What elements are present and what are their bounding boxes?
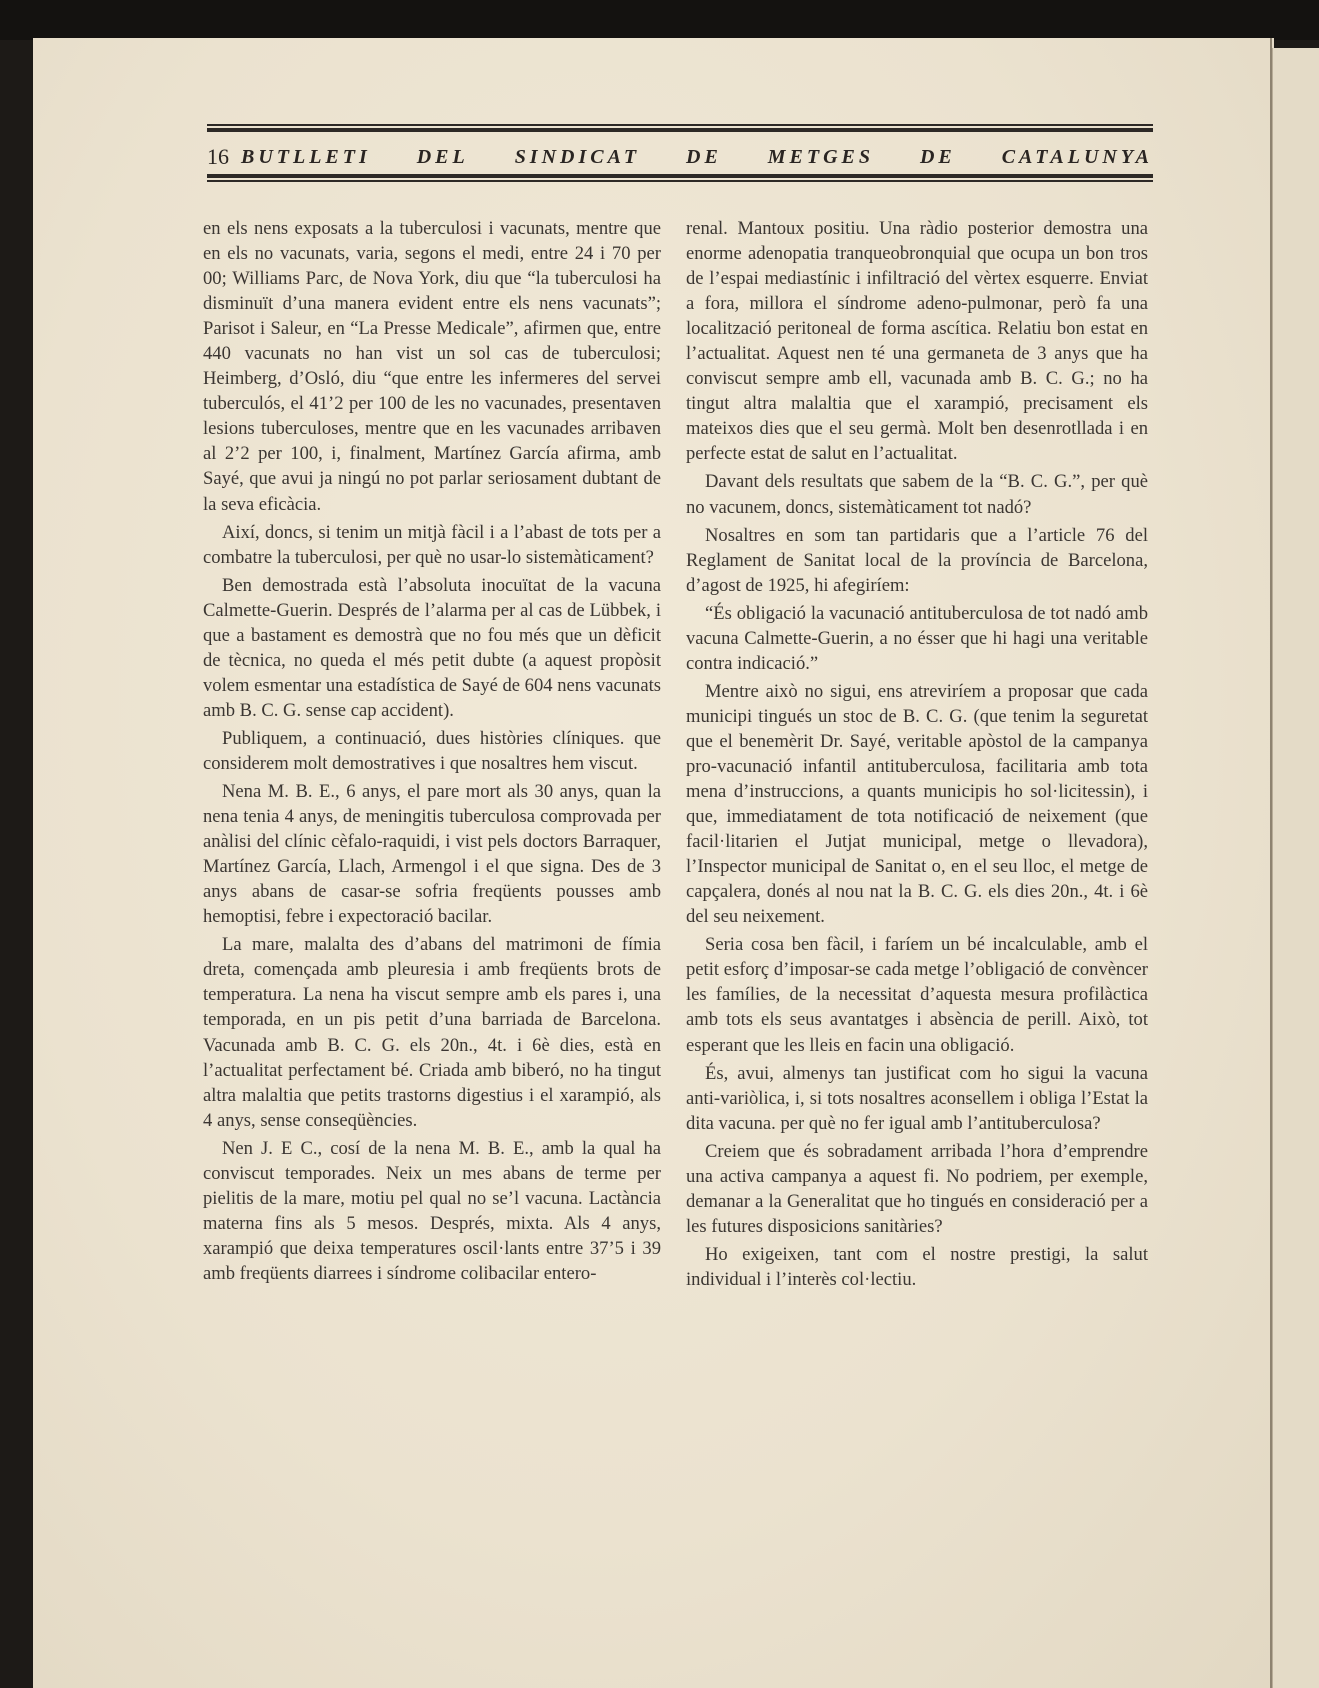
paragraph: Creiem que és sobradament arribada l’hora d’emprendre una activa campanya a aquest fi. No podriem, per exemple, demanar a la Generalitat que ho tingués en consideració per a les futures disposicions sanitàries? <box>686 1140 1148 1237</box>
header-line <box>207 142 1153 172</box>
paragraph: És, avui, almenys tan justificat com ho sigui la vacuna anti-variòlica, i, si tots nosaltres aconsellem i obliga l’Estat la dita vacuna. per què no fer igual amb l’antituberculosa? <box>686 1062 1148 1134</box>
scan-background <box>0 0 1319 40</box>
journal-title <box>241 146 1153 169</box>
right-column <box>686 216 1148 1292</box>
paragraph: Davant dels resultats que sabem de la “B. C. G.”, per què no vacunem, doncs, sistemàticament tot nadó? <box>686 471 1148 518</box>
quotation: “És obligació la vacunació antituberculosa de tot nadó amb vacuna Calmette-Guerin, a no ésser que hi hagi una veritable contra indicació.” <box>686 602 1148 674</box>
paragraph: Nena M. B. E., 6 anys, el pare mort als 30 anys, quan la nena tenia 4 anys, de meningitis tuberculosa comprovada per anàlisi del clínic cèfalo-raquidi, i vist pels doctors Barraquer, Martínez García, Llach, Armengol i el que signa. Des de 3 anys abans de casar-se sofria freqüents pousses amb hemoptisi, febre i expectoració bacilar. <box>203 781 661 928</box>
header-rule-top <box>207 124 1153 126</box>
header-rule-bottom-thick <box>207 174 1153 178</box>
title-word: CATALUNYA <box>1001 145 1153 168</box>
paragraph: Ben demostrada està l’absoluta inocuïtat de la vacuna Calmette-Guerin. Després de l’alarma per al cas de Lübbek, i que a bastament es demostrà que no fou més que un dèficit de tècnica, no queda el més petit dubte (a aquest propòsit volem esmentar una estadística de Sayé de 604 nens vacunats amb B. C. G. sense cap accident). <box>203 574 661 721</box>
paragraph: renal. Mantoux positiu. Una ràdio posterior demostra una enorme adenopatia tranqueobronquial que ocupa un bon tros de l’espai mediastínic i infiltració del vèrtex esquerre. Enviat a fora, millora el síndrome adeno-pulmonar, però fa una localització peritoneal de forma ascítica. Relatiu bon estat en l’actualitat. Aquest nen té una germaneta de 3 anys que ha conviscut sempre amb ell, vacunada amb B. C. G.; no ha tingut altra malaltia que el xarampió, precisament els mateixos dies que el seu germà. Molt ben desenrotllada i en perfecte estat de salut en l’actualitat. <box>686 218 1148 465</box>
adjacent-page-edge <box>1272 48 1319 1688</box>
header-rule-top-thick <box>207 128 1153 132</box>
paragraph: Nen J. E C., cosí de la nena M. B. E., amb la qual ha conviscut temporades. Neix un mes abans de terme per pielitis de la mare, motiu pel qual no se’l vacuna. Lactància materna fins als 5 mesos. Després, mixta. Als 4 anys, xarampió que deixa temperatures oscil·lants entre 37’5 i 39 amb freqüents diarrees i síndrome colibacilar entero- <box>203 1137 661 1284</box>
paragraph: Seria cosa ben fàcil, i faríem un bé incalculable, amb el petit esforç d’imposar-se cada metge l’obligació de convèncer les famílies, de la necessitat d’aquesta mesura profilàctica amb tots els seus avantatges i absència de perill. Això, tot esperant que les lleis en facin una obligació. <box>686 934 1148 1056</box>
title-word: DE <box>686 145 722 168</box>
title-word: DEL <box>416 145 469 168</box>
paragraph: Mentre això no sigui, ens atreviríem a proposar que cada municipi tingués un stoc de B. C. G. (que tenim la seguretat que el benemèrit Dr. Sayé, veritable apòstol de la campanya pro-vacunació infantil antituberculosa, facilitaria amb tota mena d’instruccions, a quants municipis ho sol·licitessin), i que, immediatament de tota notificació de neixement (que facil·litarien el Jutjat municipal, metge o llevadora), l’Inspector municipal de Sanitat o, en el seu lloc, el metge de capçalera, donés al nou nat la B. C. G. els dies 20n., 4t. i 6è del seu neixement. <box>686 680 1148 928</box>
title-word: DE <box>919 145 956 168</box>
running-header <box>207 124 1153 182</box>
page-number: 16 <box>207 144 229 169</box>
header-rule-bottom <box>207 180 1153 182</box>
left-column <box>203 216 661 1286</box>
paragraph: Publiquem, a continuació, dues històries clíniques. que considerem molt demostratives i que nosaltres hem viscut. <box>203 727 661 774</box>
paragraph: Ho exigeixen, tant com el nostre prestigi, la salut individual i l’interès col·lectiu. <box>686 1243 1148 1290</box>
paragraph: Nosaltres en som tan partidaris que a l’article 76 del Reglament de Sanitat local de la província de Barcelona, d’agost de 1925, hi afegiríem: <box>686 524 1148 596</box>
paragraph: en els nens exposats a la tuberculosi i vacunats, mentre que en els no vacunats, varia, segons el medi, entre 24 i 70 per 00; Williams Parc, de Nova York, diu que “la tuberculosi ha disminuït d’una manera evident entre els nens vacunats”; Parisot i Saleur, en “La Presse Medicale”, afirmen que, entre 440 vacunats no han vist un sol cas de tuberculosi; Heimberg, d’Osló, diu “que entre les infermeres del servei tuberculós, el 41’2 per 100 de les no vacunades, presentaven lesions tuberculoses, mentre que en les vacunades arribaven al 2’2 per 100, i, finalment, Martínez García afirma, amb Sayé, que avui ja ningú no pot parlar seriosament dubtant de la seva eficàcia. <box>203 218 661 515</box>
title-word: BUTLLETI <box>241 145 371 168</box>
title-word: SINDICAT <box>514 145 641 168</box>
title-word: METGES <box>767 145 875 168</box>
paragraph: Així, doncs, si tenim un mitjà fàcil i a l’abast de tots per a combatre la tuberculosi, per què no usar-lo sistemàticament? <box>203 521 661 568</box>
paragraph: La mare, malalta des d’abans del matrimoni de fímia dreta, començada amb pleuresia i amb freqüents brots de temperatura. La nena ha viscut sempre amb els pares i, una temporada, en un pis petit d’una barriada de Barcelona. Vacunada amb B. C. G. els 20n., 4t. i 6è dies, està en l’actualitat perfectament bé. Criada amb biberó, no ha tingut altra malaltia que petits trastorns digestius i el xarampió, als 4 anys, sense conseqüències. <box>203 934 661 1131</box>
